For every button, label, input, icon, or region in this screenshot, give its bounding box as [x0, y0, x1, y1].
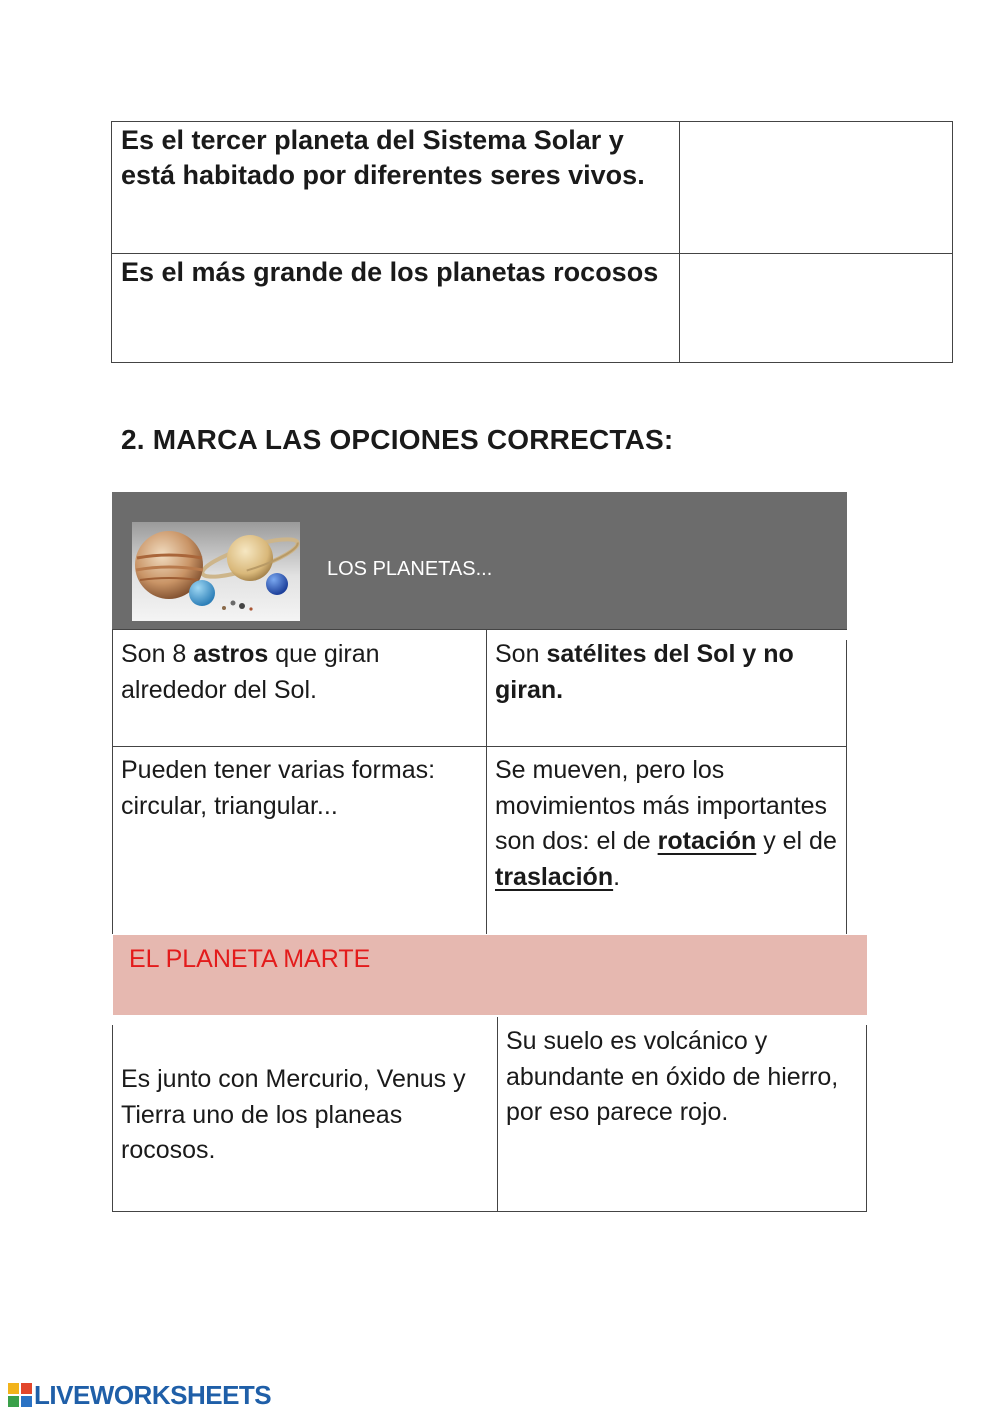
table-border	[866, 1025, 867, 1212]
option-text: Se mueven, pero los movimientos más importantes son dos: el de	[495, 756, 828, 855]
option-volcanic-soil[interactable]: Su suelo es volcánico y abundante en óxido de hierro, por eso parece rojo.	[506, 1027, 839, 1126]
table-divider-horizontal	[112, 253, 952, 254]
option-text: Son 8	[121, 640, 194, 668]
logo-icon	[8, 1383, 32, 1407]
option-shapes[interactable]	[121, 753, 481, 824]
option-text: que giran alrededor del Sol.	[121, 640, 380, 704]
option-text: .	[613, 862, 621, 891]
table-border	[846, 640, 847, 934]
table-border	[497, 1017, 498, 1212]
answer-box-earth[interactable]	[682, 124, 950, 250]
option-satellites[interactable]	[495, 637, 840, 708]
option-bold-text: traslación	[495, 862, 614, 891]
option-bold-text: astros	[193, 640, 269, 668]
table-border	[112, 746, 847, 747]
table-divider-vertical	[679, 122, 680, 362]
option-eight-stars[interactable]	[121, 637, 481, 708]
option-bold-text: rotación	[657, 827, 757, 855]
table-border	[112, 629, 113, 934]
planets-image	[132, 522, 300, 621]
option-text: Pueden tener varias formas: circular, triangular...	[121, 756, 436, 820]
table-border	[486, 629, 487, 934]
table-border	[112, 629, 847, 630]
liveworksheets-logo	[8, 1380, 271, 1410]
answer-box-largest-rocky[interactable]	[682, 256, 950, 360]
option-bold-text: satélites del Sol y no giran.	[495, 640, 794, 704]
planets-banner-label: LOS PLANETAS...	[327, 558, 493, 580]
table-border	[112, 1025, 113, 1212]
table-border	[112, 1211, 867, 1212]
question-table	[111, 121, 953, 363]
question-earth: Es el tercer planeta del Sistema Solar y está habitado por diferentes seres vivos.	[121, 125, 645, 190]
option-rocky-planet[interactable]: Es junto con Mercurio, Venus y Tierra uno de los planeas rocosos.	[121, 1065, 466, 1164]
mars-title: EL PLANETA MARTE	[129, 945, 371, 973]
option-text: y el de	[756, 827, 837, 855]
logo-text: LIVEWORKSHEETS	[34, 1379, 272, 1410]
question-largest-rocky: Es el más grande de los planetas rocosos	[121, 257, 659, 287]
option-text: Son	[495, 640, 547, 668]
option-movements[interactable]	[495, 753, 840, 895]
section-heading: 2. MARCA LAS OPCIONES CORRECTAS:	[121, 424, 674, 455]
